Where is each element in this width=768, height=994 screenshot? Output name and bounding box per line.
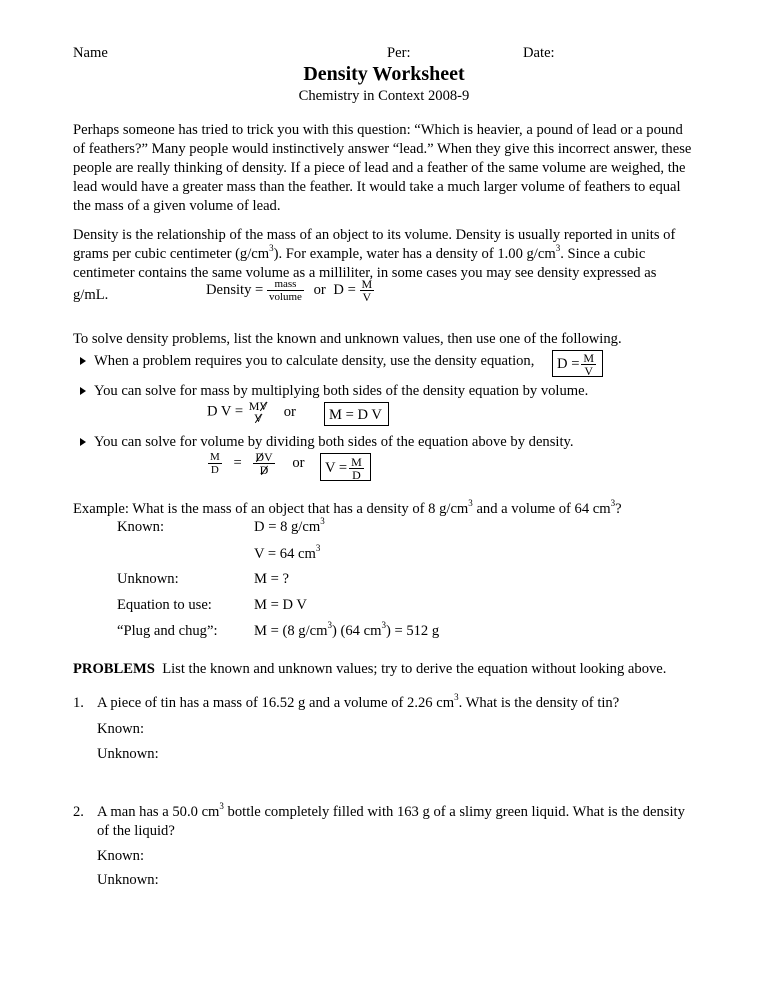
page-title: Density Worksheet [303,63,465,85]
triangle-bullet-icon [80,387,86,395]
problem-2-number: 2. [73,804,84,820]
mass-equation-box: M = D V [324,402,389,426]
example-known-label: Known: [117,519,165,535]
triangle-bullet-icon [80,438,86,446]
example-equation-value: M = D V [254,597,307,613]
example-unknown-value: M = ? [254,571,289,587]
problem-2-unknown: Unknown: [97,872,159,888]
problems-heading: PROBLEMS List the known and unknown values; try to derive the equation without looking above. [73,661,667,677]
bullet-2: You can solve for mass by multiplying both sides of the density equation by volume. [80,382,588,401]
mass-derivation: D V = MV V or [207,399,296,425]
period-label: Per: [387,45,411,61]
example-plug-value: M = (8 $g/cm^3$) (64 $cm^3) = 512$ g [254,620,440,639]
intro-paragraph-1: Perhaps someone has tried to trick you with this question: “Which is heavier, a pound of lead or a pound of feathers?” Many people would instinctively answer “lead.” When they give this incorrect answer, these people are really thinking of density. If a piece of lead and a feather of the same volume are weighed, the lead would have a greater mass than the feather. It would take a much larger volume of feathers to equal the mass of a given volume of lead. [73,122,692,214]
volume-equation-box: V = $\frac{M}{D}$ [320,453,371,481]
example-known-volume: V = 64 $cm^3$ [254,543,321,562]
bullet-1: When a problem requires you to calculate density, use the density equation, [80,352,534,371]
problem-2-known: Known: [97,848,145,864]
problem-1-known: Known: [97,721,145,737]
example-equation-label: Equation to use: [117,597,212,613]
density-formula: Density = $\frac{\text{mass}}{\text{volume}}$ or D = $\frac{M}{V}$ [206,277,373,304]
bullet-3: You can solve for volume by dividing both sides of the equation above by density. [80,433,574,452]
density-equation-box: D = $\frac{M}{V}$ [552,350,603,377]
example-question: Example: What is the mass of an object that has a density of 8 $g/cm^3$ and a volume of 64 $cm^3$? [73,498,622,517]
problem-2-text: A man has a 50.0 $cm^3$ bottle completely filled with 163 g of a slimy green liquid. What is the density of the liquid? [97,801,685,839]
problem-1-unknown: Unknown: [97,746,159,762]
page-subtitle: Chemistry in Context 2008-9 [298,88,470,104]
gml-text: g/mL. [73,287,109,303]
problem-1-number: 1. [73,695,84,711]
example-known-density: D = 8 $g/cm^3$ [254,516,325,535]
example-plug-label: “Plug and chug”: [117,623,218,639]
triangle-bullet-icon [80,357,86,365]
date-label: Date: [523,45,555,61]
example-unknown-label: Unknown: [117,571,179,587]
volume-derivation: $\frac{M}{D}$ = $\frac{DV}{D}$ or [210,450,305,477]
solve-intro: To solve density problems, list the known and unknown values, then use one of the following. [73,331,622,347]
name-label: Name [73,45,108,61]
problem-1-text: A piece of tin has a mass of 16.52 g and a volume of 2.26 $cm^3$. What is the density of tin? [97,692,620,711]
intro-paragraph-2: Density is the relationship of the mass of an object to its volume. Density is usually reported in units of grams per cubic centimeter $(g/cm^3)$. For example, water has a density of 1.00 $g/cm^3$. Since a cubic centimeter contains the same volume as a milliliter, in some cases you may see density expressed as [73,227,676,281]
